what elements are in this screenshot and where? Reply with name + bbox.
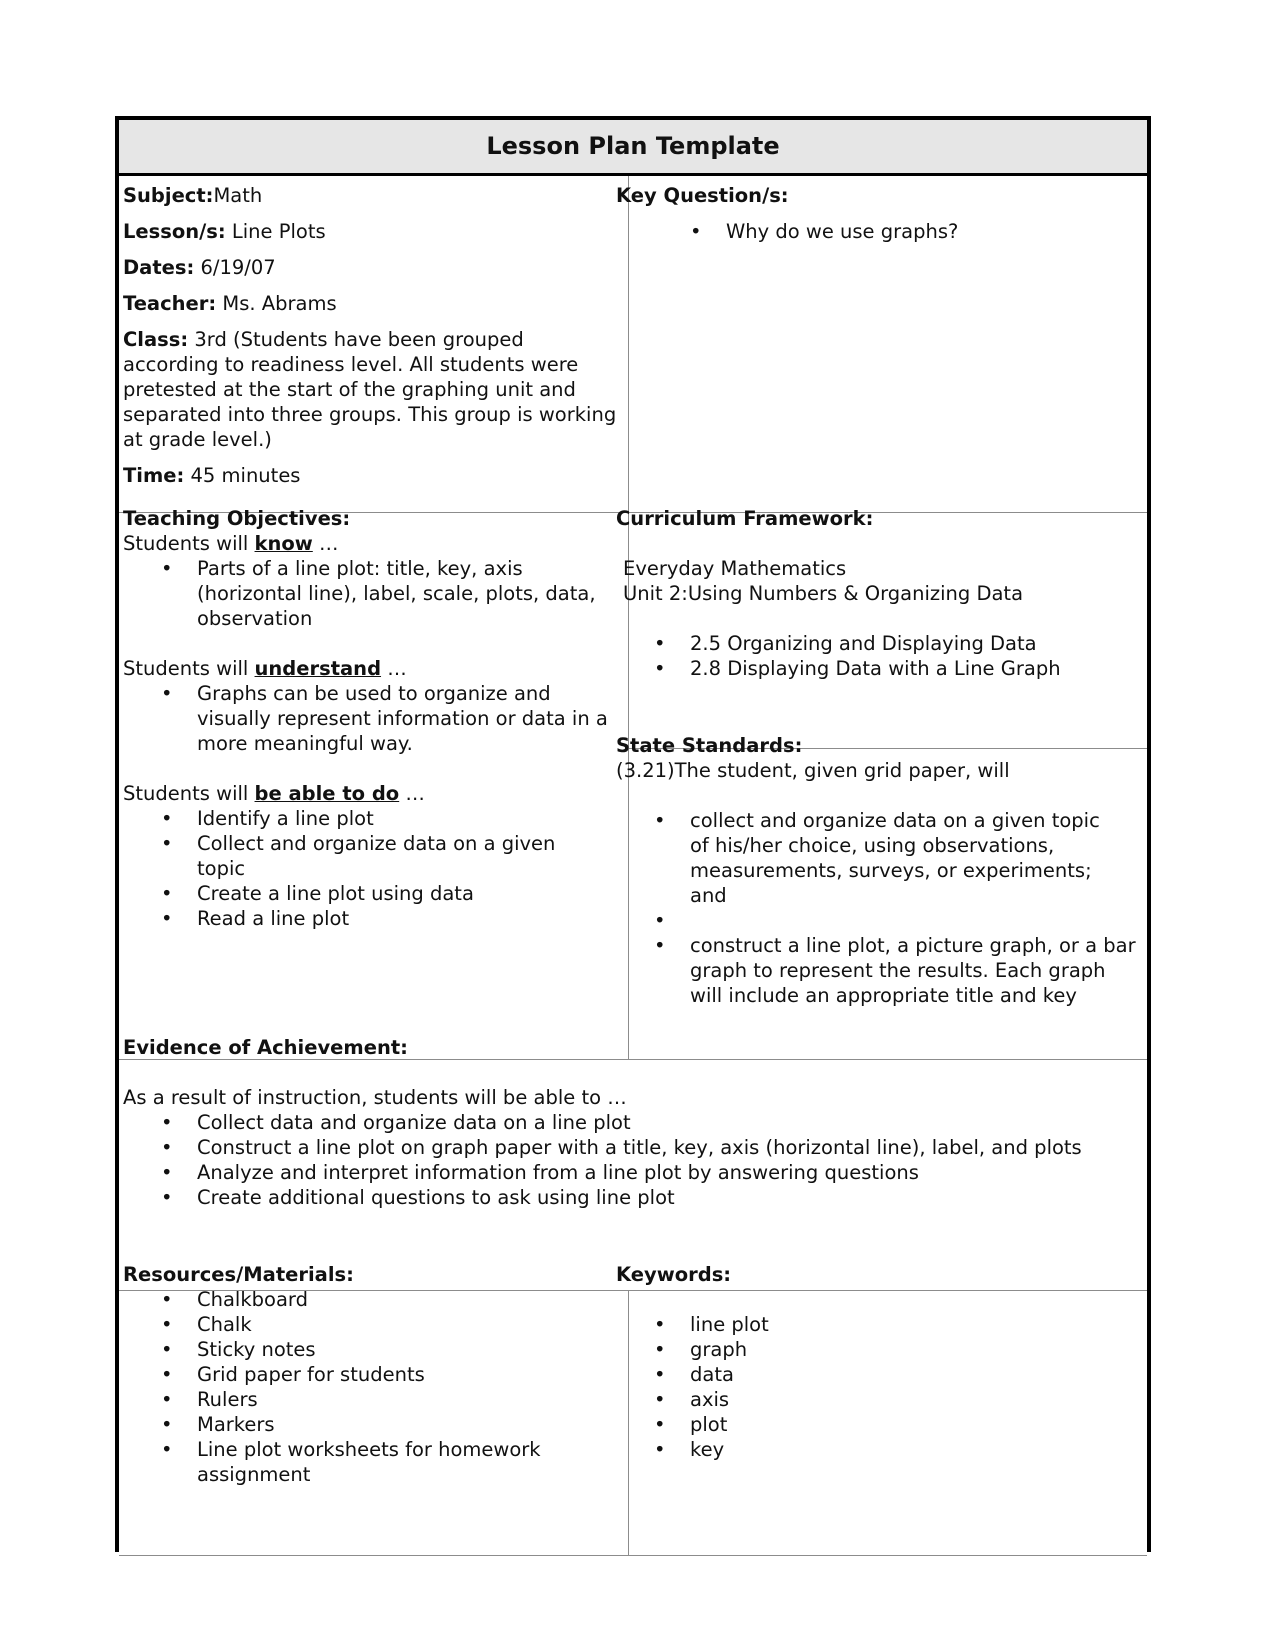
row-divider	[119, 1555, 1147, 1556]
list-item: • Graphs can be used to organize and visually represent information or data in a more meaningful way.	[123, 681, 623, 756]
standards-list	[616, 808, 1136, 1008]
curriculum-list	[616, 631, 1136, 681]
list-item: • Create a line plot using data	[123, 881, 623, 906]
list-item: • Markers	[123, 1412, 623, 1437]
keywords-heading: Keywords:	[616, 1263, 732, 1286]
list-item: • Identify a line plot	[123, 806, 623, 831]
resources-list	[123, 1287, 623, 1487]
understand-list	[123, 681, 623, 756]
list-item: • construct a line plot, a picture graph, or a bar graph to represent the results. Each graph will include an appropriate title and key	[616, 933, 1136, 1008]
evidence-cell	[123, 1035, 1138, 1210]
list-item: • key	[616, 1437, 1136, 1462]
list-item: • Read a line plot	[123, 906, 623, 931]
able-line: Students will be able to do …	[123, 782, 425, 805]
evidence-heading: Evidence of Achievement:	[123, 1036, 408, 1059]
subject-line: Subject:Math	[123, 184, 263, 207]
evidence-intro: As a result of instruction, students will be able to …	[123, 1086, 627, 1109]
key-questions-heading: Key Question/s:	[616, 184, 789, 207]
lesson-plan-table	[115, 116, 1151, 1552]
resources-heading: Resources/Materials:	[123, 1263, 354, 1286]
list-item: • Create additional questions to ask using line plot	[123, 1185, 1138, 1210]
page-title: Lesson Plan Template	[119, 120, 1147, 176]
list-item: • Line plot worksheets for homework assignment	[123, 1437, 623, 1487]
resources-cell	[123, 1262, 623, 1487]
standards-intro: (3.21)The student, given grid paper, will	[616, 759, 1010, 782]
curriculum-framework-cell	[616, 506, 1136, 681]
list-item: • 2.5 Organizing and Displaying Data	[616, 631, 1136, 656]
key-questions-cell	[616, 183, 1136, 244]
list-item: • axis	[616, 1387, 1136, 1412]
teaching-objectives-cell	[123, 506, 623, 931]
list-item: • Construct a line plot on graph paper with a title, key, axis (horizontal line), label, and plots	[123, 1135, 1138, 1160]
curriculum-line1: Everyday Mathematics	[623, 557, 847, 580]
list-item: • Why do we use graphs?	[652, 219, 1136, 244]
curriculum-line2: Unit 2:Using Numbers & Organizing Data	[623, 582, 1024, 605]
list-item: • line plot	[616, 1312, 1136, 1337]
list-item: • Chalk	[123, 1312, 623, 1337]
list-item: • graph	[616, 1337, 1136, 1362]
standards-heading: State Standards:	[616, 734, 803, 757]
list-item: • Collect data and organize data on a line plot	[123, 1110, 1138, 1135]
know-list	[123, 556, 623, 631]
dates-line: Dates: 6/19/07	[123, 256, 276, 279]
know-line: Students will know …	[123, 532, 339, 555]
list-item: • Chalkboard	[123, 1287, 623, 1312]
list-item: • collect and organize data on a given topic of his/her choice, using observations, measurements, surveys, or experiments; and	[616, 808, 1136, 908]
list-item: • Grid paper for students	[123, 1362, 623, 1387]
keywords-list	[616, 1312, 1136, 1462]
list-item: • Rulers	[123, 1387, 623, 1412]
list-item: • plot	[616, 1412, 1136, 1437]
list-item: • data	[616, 1362, 1136, 1387]
list-item: • 2.8 Displaying Data with a Line Graph	[616, 656, 1136, 681]
evidence-list	[123, 1110, 1138, 1210]
time-line: Time: 45 minutes	[123, 464, 301, 487]
key-questions-list	[652, 219, 1136, 244]
keywords-cell	[616, 1262, 1136, 1462]
list-item: • Parts of a line plot: title, key, axis (horizontal line), label, scale, plots, data, observation	[123, 556, 623, 631]
curriculum-heading: Curriculum Framework:	[616, 507, 874, 530]
teacher-line: Teacher: Ms. Abrams	[123, 292, 337, 315]
understand-line: Students will understand …	[123, 657, 407, 680]
list-item: • Analyze and interpret information from a line plot by answering questions	[123, 1160, 1138, 1185]
list-item: • Collect and organize data on a given topic	[123, 831, 623, 881]
state-standards-cell	[616, 733, 1136, 1008]
able-list	[123, 806, 623, 931]
lesson-line: Lesson/s: Line Plots	[123, 220, 326, 243]
class-line: Class: 3rd (Students have been grouped according to readiness level. All students were pretested at the start of the graphing unit and separated into three groups. This group is working at grade level.)	[123, 328, 617, 451]
objectives-heading: Teaching Objectives:	[123, 507, 351, 530]
list-item: • Sticky notes	[123, 1337, 623, 1362]
lesson-info-cell	[123, 183, 623, 488]
